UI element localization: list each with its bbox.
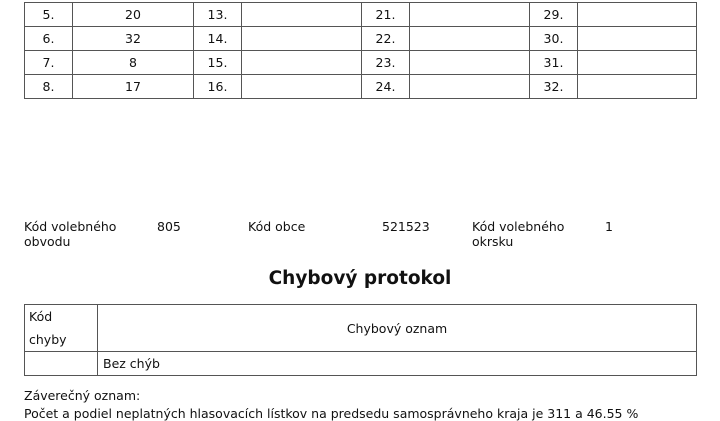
- row-value: [578, 75, 697, 99]
- row-value: [410, 27, 530, 51]
- row-number: 31.: [530, 51, 578, 75]
- error-table: [24, 304, 697, 376]
- row-number: 14.: [194, 27, 242, 51]
- table-header-row: [25, 305, 697, 352]
- row-value: [410, 75, 530, 99]
- row-value: [242, 3, 362, 27]
- row-value: 32: [73, 27, 194, 51]
- table-row: [25, 3, 697, 27]
- row-value: [578, 27, 697, 51]
- district-code-value: 805: [157, 219, 181, 234]
- row-value: 20: [73, 3, 194, 27]
- precinct-code-label: Kód volebného okrsku: [472, 219, 565, 249]
- column-header-code: Kód chyby: [25, 305, 98, 352]
- row-number: 32.: [530, 75, 578, 99]
- row-value: [578, 51, 697, 75]
- row-number: 24.: [362, 75, 410, 99]
- results-table: [24, 2, 697, 99]
- error-code-cell: [25, 352, 98, 376]
- error-protocol-title: Chybový protokol: [268, 268, 452, 289]
- row-value: [242, 27, 362, 51]
- row-number: 6.: [25, 27, 73, 51]
- row-number: 16.: [194, 75, 242, 99]
- row-value: [242, 75, 362, 99]
- final-note-text: Počet a podiel neplatných hlasovacích lístkov na predsedu samosprávneho kraja je 311 a 46.55 %: [24, 406, 639, 421]
- row-number: 30.: [530, 27, 578, 51]
- row-number: 13.: [194, 3, 242, 27]
- precinct-code-value: 1: [605, 219, 613, 234]
- municipality-code-label: Kód obce: [248, 219, 306, 234]
- table-row: [25, 352, 697, 376]
- row-number: 5.: [25, 3, 73, 27]
- row-number: 7.: [25, 51, 73, 75]
- error-message-cell: Bez chýb: [98, 352, 697, 376]
- table-row: [25, 75, 697, 99]
- final-note-label: Záverečný oznam:: [24, 388, 141, 403]
- row-value: 17: [73, 75, 194, 99]
- row-number: 8.: [25, 75, 73, 99]
- row-value: [578, 3, 697, 27]
- row-value: [242, 51, 362, 75]
- municipality-code-value: 521523: [382, 219, 430, 234]
- table-row: [25, 51, 697, 75]
- column-header-message: Chybový oznam: [98, 305, 697, 352]
- row-value: 8: [73, 51, 194, 75]
- row-value: [410, 51, 530, 75]
- row-number: 22.: [362, 27, 410, 51]
- row-number: 15.: [194, 51, 242, 75]
- row-number: 29.: [530, 3, 578, 27]
- row-number: 21.: [362, 3, 410, 27]
- row-number: 23.: [362, 51, 410, 75]
- table-row: [25, 27, 697, 51]
- row-value: [410, 3, 530, 27]
- district-code-label: Kód volebného obvodu: [24, 219, 117, 249]
